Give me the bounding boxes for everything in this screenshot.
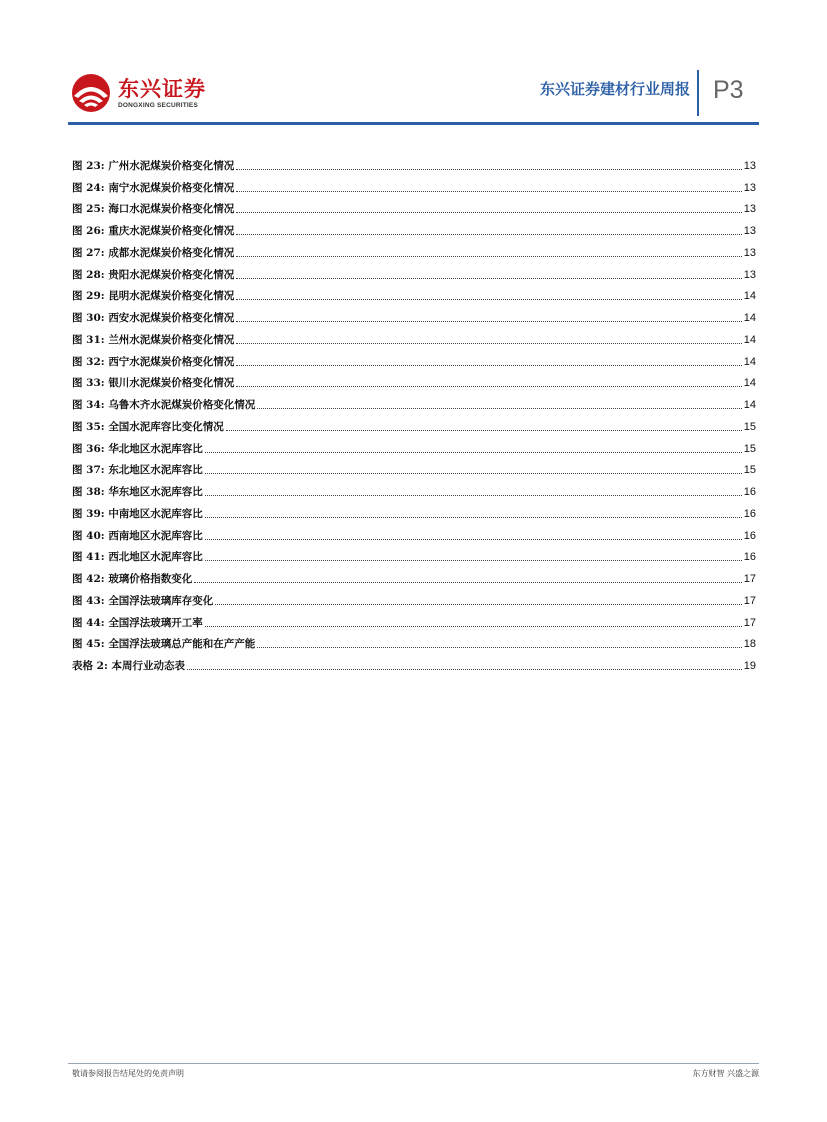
- report-title: 东兴证券建材行业周报: [539, 80, 690, 98]
- toc-leader-dots: [236, 385, 741, 387]
- toc-entry[interactable]: [72, 499, 756, 521]
- toc-entry-title: 兰州水泥煤炭价格变化情况: [108, 333, 235, 346]
- toc-entry-page: 16: [743, 486, 756, 498]
- toc-leader-dots: [187, 668, 742, 670]
- toc-entry-label: [72, 181, 234, 195]
- toc-entry[interactable]: [72, 564, 756, 586]
- toc-leader-dots: [205, 516, 742, 518]
- toc-entry-page: 16: [743, 529, 756, 542]
- toc-entry-label: [72, 463, 203, 477]
- toc-entry-prefix: 表格 2:: [72, 660, 108, 672]
- toc-entry-prefix: 图 25:: [72, 203, 105, 216]
- toc-entry[interactable]: [72, 282, 756, 304]
- toc-entry-page: 16: [743, 507, 756, 520]
- toc-entry-prefix: 图 34:: [72, 399, 105, 411]
- toc-entry[interactable]: [72, 586, 756, 608]
- toc-entry-title: 中南地区水泥库容比: [108, 507, 203, 520]
- toc-entry[interactable]: [72, 173, 756, 195]
- toc-entry-title: 西北地区水泥库容比: [108, 551, 203, 564]
- toc-entry[interactable]: [72, 347, 756, 369]
- toc-entry[interactable]: [72, 543, 756, 565]
- toc-leader-dots: [236, 168, 741, 170]
- toc-entry-title: 全国水泥库容比变化情况: [108, 420, 224, 433]
- toc-entry-title: 昆明水泥煤炭价格变化情况: [108, 290, 235, 303]
- toc-entry-page: 15: [743, 420, 756, 433]
- toc-entry-prefix: 图 44:: [72, 616, 105, 629]
- toc-entry-prefix: 图 43:: [72, 594, 105, 607]
- toc-entry-page: 14: [743, 312, 756, 324]
- toc-entry-prefix: 图 41:: [72, 551, 105, 564]
- table-of-figures: [72, 151, 756, 673]
- toc-leader-dots: [205, 451, 742, 453]
- toc-entry-label: [72, 442, 203, 456]
- toc-entry-prefix: 图 38:: [72, 486, 105, 498]
- toc-entry[interactable]: [72, 260, 756, 282]
- toc-entry-page: 15: [743, 442, 756, 455]
- toc-entry-page: 16: [743, 551, 756, 564]
- toc-entry-prefix: 图 36:: [72, 442, 105, 455]
- toc-entry-page: 14: [743, 333, 756, 346]
- toc-entry-label: [72, 572, 192, 586]
- toc-entry[interactable]: [72, 608, 756, 630]
- toc-entry-page: 13: [743, 225, 756, 237]
- page-header: [0, 0, 827, 130]
- toc-leader-dots: [236, 211, 741, 213]
- toc-entry-title: 华北地区水泥库容比: [108, 442, 203, 455]
- toc-entry-title: 乌鲁木齐水泥煤炭价格变化情况: [108, 399, 256, 411]
- toc-entry[interactable]: [72, 195, 756, 217]
- toc-entry-prefix: 图 24:: [72, 181, 105, 194]
- toc-leader-dots: [236, 255, 741, 257]
- toc-leader-dots: [205, 625, 742, 627]
- toc-entry-label: [72, 637, 255, 651]
- toc-entry-title: 海口水泥煤炭价格变化情况: [108, 203, 235, 216]
- toc-entry-label: [72, 268, 234, 282]
- logo-icon: [68, 72, 114, 114]
- toc-entry-title: 西宁水泥煤炭价格变化情况: [108, 355, 235, 368]
- toc-leader-dots: [236, 190, 741, 192]
- toc-entry-label: [72, 507, 203, 521]
- toc-entry-prefix: 图 42:: [72, 573, 105, 585]
- toc-leader-dots: [215, 603, 741, 605]
- toc-entry-title: 重庆水泥煤炭价格变化情况: [108, 225, 235, 237]
- toc-entry-page: 17: [743, 594, 756, 607]
- toc-entry-label: [72, 159, 234, 173]
- toc-leader-dots: [236, 364, 741, 366]
- toc-entry-page: 17: [743, 616, 756, 629]
- toc-entry-title: 贵阳水泥煤炭价格变化情况: [108, 268, 235, 281]
- disclaimer-note: 敬请参阅报告结尾处的免责声明: [72, 1069, 184, 1078]
- toc-entry-label: [72, 333, 234, 347]
- toc-entry-label: [72, 659, 185, 673]
- toc-entry-title: 成都水泥煤炭价格变化情况: [108, 246, 235, 259]
- toc-leader-dots: [205, 494, 742, 496]
- toc-entry[interactable]: [72, 303, 756, 325]
- toc-leader-dots: [257, 646, 741, 648]
- toc-leader-dots: [257, 407, 741, 409]
- toc-entry[interactable]: [72, 325, 756, 347]
- toc-entry-page: 18: [743, 638, 756, 651]
- toc-entry-page: 14: [743, 355, 756, 368]
- toc-entry[interactable]: [72, 521, 756, 543]
- toc-entry-prefix: 图 45:: [72, 638, 105, 651]
- toc-entry-page: 14: [743, 377, 756, 390]
- toc-entry-label: [72, 202, 234, 216]
- toc-entry[interactable]: [72, 456, 756, 478]
- toc-entry[interactable]: [72, 151, 756, 173]
- toc-leader-dots: [236, 298, 741, 300]
- toc-entry-label: [72, 311, 234, 325]
- page-number: P3: [713, 76, 744, 104]
- toc-entry-prefix: 图 27:: [72, 246, 105, 259]
- toc-entry[interactable]: [72, 412, 756, 434]
- toc-entry[interactable]: [72, 434, 756, 456]
- toc-entry-prefix: 图 33:: [72, 377, 105, 390]
- toc-entry-page: 13: [743, 203, 756, 216]
- toc-entry-label: [72, 289, 234, 303]
- toc-entry-page: 15: [743, 464, 756, 477]
- toc-entry[interactable]: [72, 390, 756, 412]
- toc-entry-prefix: 图 37:: [72, 464, 105, 477]
- toc-entry-page: 13: [743, 246, 756, 259]
- brand-logo: [68, 72, 206, 114]
- toc-entry-label: [72, 485, 203, 499]
- toc-leader-dots: [226, 429, 742, 431]
- toc-entry-title: 广州水泥煤炭价格变化情况: [108, 159, 235, 172]
- footer-rule: [68, 1063, 759, 1064]
- toc-entry-page: 19: [743, 660, 756, 672]
- toc-entry-page: 13: [743, 181, 756, 194]
- toc-entry-title: 全国浮法玻璃总产能和在产产能: [108, 638, 256, 651]
- toc-entry-title: 玻璃价格指数变化: [108, 573, 193, 585]
- header-divider: [697, 70, 699, 116]
- toc-entry[interactable]: [72, 216, 756, 238]
- toc-entry[interactable]: [72, 651, 756, 673]
- toc-entry-prefix: 图 30:: [72, 312, 105, 324]
- toc-entry-page: 14: [743, 290, 756, 303]
- toc-entry[interactable]: [72, 477, 756, 499]
- toc-entry-title: 华东地区水泥库容比: [108, 486, 203, 498]
- brand-name-en: DONGXING SECURITIES: [118, 101, 199, 109]
- toc-entry[interactable]: [72, 369, 756, 391]
- toc-entry-label: [72, 355, 234, 369]
- footer-slogan: 东方财智 兴盛之源: [692, 1069, 759, 1078]
- toc-leader-dots: [205, 472, 742, 474]
- toc-leader-dots: [236, 233, 741, 235]
- toc-entry-label: [72, 376, 234, 390]
- toc-entry-prefix: 图 31:: [72, 333, 105, 346]
- toc-entry-prefix: 图 32:: [72, 355, 105, 368]
- toc-leader-dots: [205, 538, 742, 540]
- toc-entry-label: [72, 594, 213, 608]
- toc-entry-title: 东北地区水泥库容比: [108, 464, 203, 477]
- toc-leader-dots: [236, 342, 741, 344]
- toc-entry-label: [72, 616, 203, 630]
- toc-entry-label: [72, 398, 255, 412]
- toc-entry-prefix: 图 40:: [72, 529, 105, 542]
- toc-leader-dots: [236, 277, 741, 279]
- toc-entry-title: 西安水泥煤炭价格变化情况: [108, 312, 235, 324]
- brand-name-cn: 东兴证券: [118, 76, 206, 101]
- toc-entry-title: 银川水泥煤炭价格变化情况: [108, 377, 235, 390]
- toc-entry[interactable]: [72, 238, 756, 260]
- toc-entry-prefix: 图 29:: [72, 290, 105, 303]
- toc-entry[interactable]: [72, 630, 756, 652]
- toc-entry-prefix: 图 23:: [72, 159, 105, 172]
- toc-entry-label: [72, 420, 224, 434]
- toc-leader-dots: [236, 320, 741, 322]
- toc-entry-title: 南宁水泥煤炭价格变化情况: [108, 181, 235, 194]
- toc-entry-title: 本周行业动态表: [111, 660, 185, 672]
- header-rule: [68, 122, 759, 125]
- toc-leader-dots: [194, 581, 741, 583]
- toc-entry-page: 13: [743, 268, 756, 281]
- toc-entry-prefix: 图 35:: [72, 420, 105, 433]
- toc-entry-page: 14: [743, 399, 756, 411]
- toc-entry-label: [72, 550, 203, 564]
- toc-entry-prefix: 图 28:: [72, 268, 105, 281]
- toc-entry-prefix: 图 39:: [72, 507, 105, 520]
- toc-entry-title: 全国浮法玻璃库存变化: [108, 594, 214, 607]
- toc-entry-title: 全国浮法玻璃开工率: [108, 616, 203, 629]
- toc-entry-label: [72, 246, 234, 260]
- toc-entry-prefix: 图 26:: [72, 225, 105, 237]
- toc-entry-page: 13: [743, 159, 756, 172]
- toc-leader-dots: [205, 559, 742, 561]
- toc-entry-page: 17: [743, 573, 756, 585]
- toc-entry-label: [72, 529, 203, 543]
- toc-entry-label: [72, 224, 234, 238]
- toc-entry-title: 西南地区水泥库容比: [108, 529, 203, 542]
